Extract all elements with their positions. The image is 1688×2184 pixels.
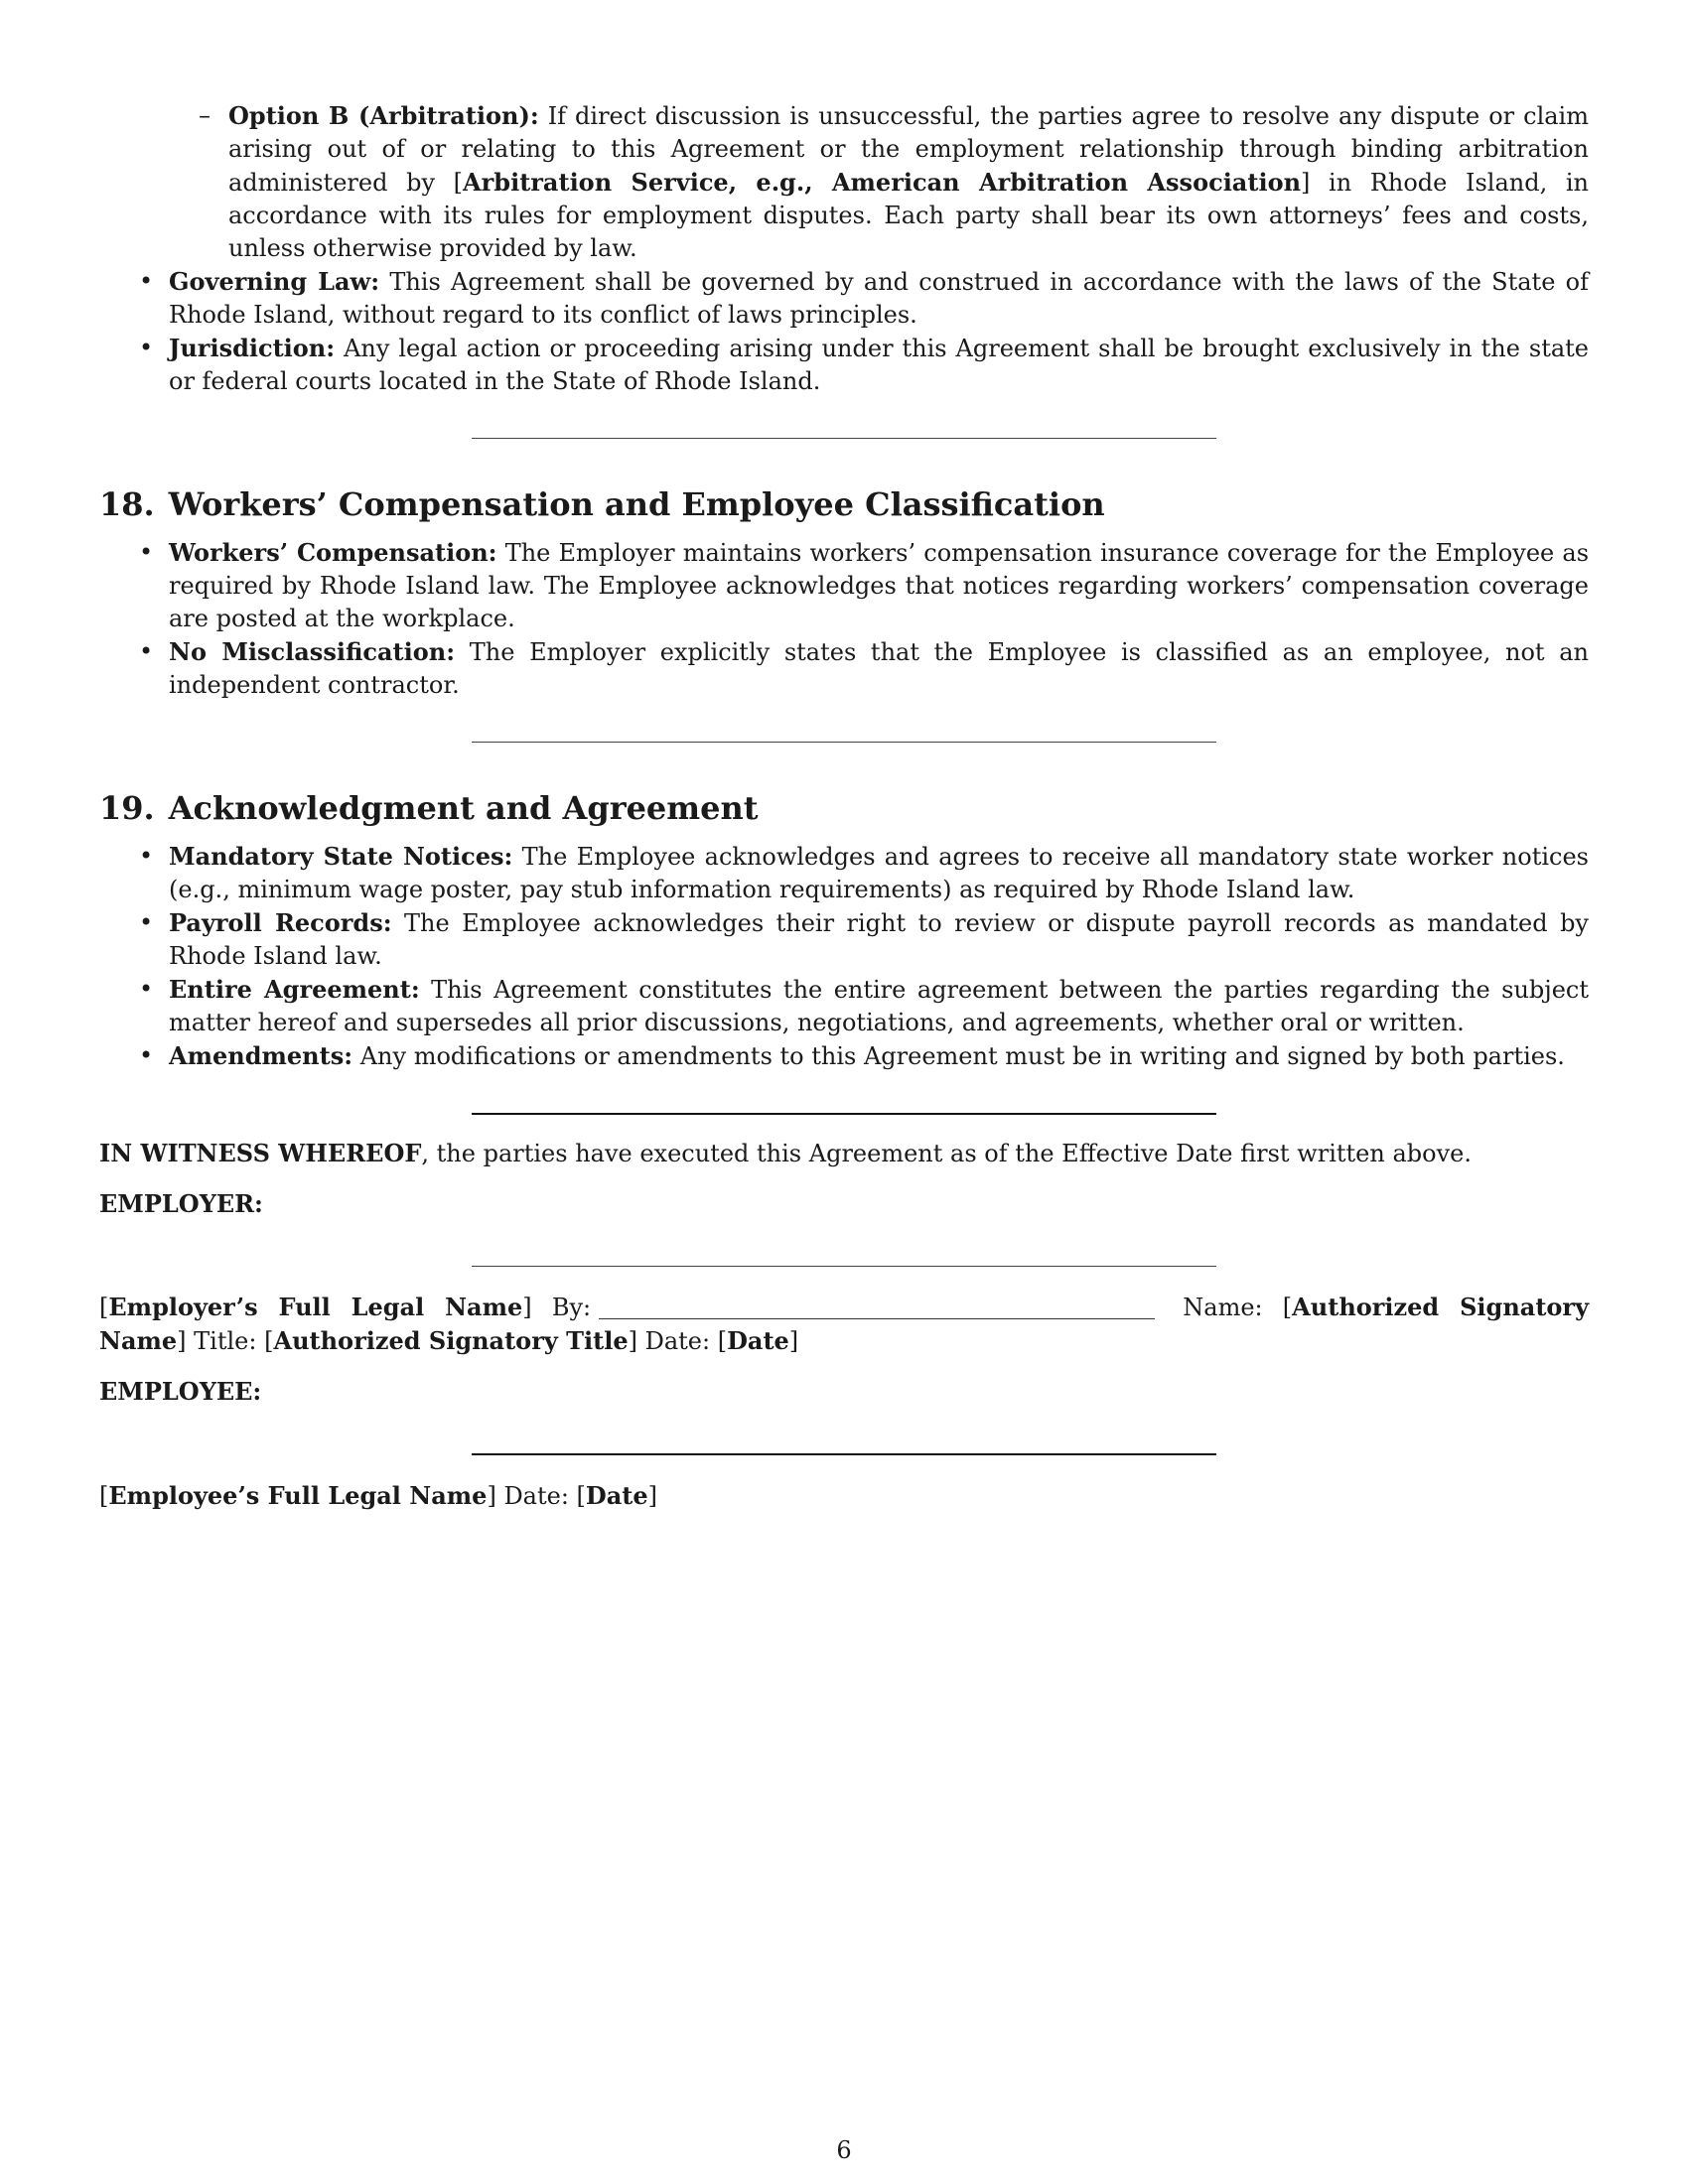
section18-number: 18. [99, 485, 155, 523]
section19-bullets [99, 840, 1589, 1073]
employer-name-placeholder: Employer’s Full Legal Name [108, 1293, 523, 1321]
workers-comp-item [99, 536, 1589, 635]
employer-date-label: Date: [644, 1327, 711, 1355]
jurisdiction-label: Jurisdiction: [169, 334, 336, 362]
payroll-records-item [99, 906, 1589, 973]
employee-date-label: Date: [503, 1482, 569, 1510]
amendments-label: Amendments: [169, 1041, 353, 1070]
witness-text: , the parties have executed this Agreement as of the Effective Date first written above. [421, 1140, 1472, 1167]
employee-heading-text: EMPLOYEE: [99, 1377, 262, 1406]
section19-title: Acknowledgment and Agreement [168, 789, 759, 827]
employer-signature-block: [Employer’s Full Legal Name] By: Name: [Authorized Signatory Name] Title: [Authorized Signatory Title] Date: [Date] [99, 1293, 1590, 1355]
option-b-text-2: ] in Rhode Island, in accordance with its rules for employment disputes. Each party shall bear its own attorneys’ fees and costs, unless otherwise provided by law. [228, 169, 1590, 262]
section18-bullets [99, 536, 1589, 702]
by-label: By: [551, 1294, 592, 1321]
jurisdiction-text: Any legal action or proceeding arising under this Agreement shall be brought exclusively in the state or federal courts located in the State of Rhode Island. [169, 335, 1589, 395]
governing-law-label: Governing Law: [169, 267, 380, 296]
misclassification-item [99, 635, 1589, 702]
workers-comp-text: The Employer maintains workers’ compensation insurance coverage for the Employee as required by Rhode Island law. The Employee acknowledges that notices regarding workers’ compensation coverage are posted at the workplace. [169, 539, 1590, 632]
section19-heading [99, 788, 1589, 828]
document-page [99, 99, 1589, 1513]
misclassification-text: The Employer explicitly states that the Employee is classified as an employee, not an independent contractor. [169, 638, 1589, 699]
employer-heading-text: EMPLOYER: [99, 1189, 263, 1218]
entire-agreement-item [99, 973, 1589, 1039]
payroll-records-label: Payroll Records: [169, 908, 392, 937]
governing-law-item [99, 265, 1589, 332]
employee-date-placeholder: Date [585, 1481, 648, 1510]
section-divider [472, 742, 1216, 743]
employee-heading [99, 1375, 1589, 1409]
section18-title: Workers’ Compensation and Employee Classification [168, 485, 1105, 523]
section-divider [472, 1113, 1216, 1115]
witness-bold: IN WITNESS WHEREOF [99, 1139, 422, 1167]
employer-date-placeholder: Date [727, 1326, 789, 1355]
by-signature-line[interactable] [599, 1295, 1155, 1319]
employer-heading [99, 1187, 1589, 1221]
witness-clause [99, 1137, 1589, 1170]
section18-heading [99, 484, 1589, 524]
signatory-title-placeholder: Authorized Signatory Title [273, 1326, 629, 1355]
state-notices-label: Mandatory State Notices: [169, 842, 513, 871]
section17-bullets [99, 265, 1589, 398]
signatory-name-placeholder: Authorized Signatory Name [99, 1293, 1590, 1355]
jurisdiction-item [99, 332, 1589, 398]
entire-agreement-text: This Agreement constitutes the entire agreement between the parties regarding the subject matter hereof and supersedes all prior discussions, negotiations, and agreements, whether oral or written. [169, 976, 1589, 1036]
section19-number: 19. [99, 789, 155, 827]
signature-line [472, 1453, 1216, 1455]
name-label: Name: [1183, 1294, 1263, 1321]
page-number: 6 [836, 2136, 852, 2164]
amendments-item [99, 1039, 1589, 1073]
option-b-text-1: If direct discussion is unsuccessful, the parties agree to resolve any dispute or claim arising out of or relating to this Agreement or the employment relationship through binding arbitration administered by [ [228, 102, 1589, 197]
employee-signature-block: [Employee’s Full Legal Name] Date: [Date] [99, 1481, 658, 1510]
signature-line [472, 1266, 1216, 1267]
dash-marker: – [199, 101, 211, 129]
workers-comp-label: Workers’ Compensation: [169, 538, 497, 567]
governing-law-text: This Agreement shall be governed by and construed in accordance with the laws of the State of Rhode Island, without regard to its conflict of laws principles. [169, 268, 1589, 329]
title-label: Title: [194, 1327, 257, 1355]
option-b-label: Option B (Arbitration): [228, 101, 539, 130]
section-divider [472, 438, 1216, 439]
amendments-text: Any modifications or amendments to this Agreement must be in writing and signed by both parties. [352, 1042, 1565, 1070]
state-notices-text: The Employee acknowledges and agrees to receive all mandatory state worker notices (e.g., minimum wage poster, pay stub information requirements) as required by Rhode Island law. [169, 843, 1589, 903]
misclassification-label: No Misclassification: [169, 637, 456, 666]
option-b-item [99, 99, 1589, 265]
employee-name-placeholder: Employee’s Full Legal Name [108, 1481, 488, 1510]
payroll-records-text: The Employee acknowledges their right to review or dispute payroll records as mandated by Rhode Island law. [169, 909, 1589, 970]
arbitration-service-placeholder: Arbitration Service, e.g., American Arbitration Association [463, 168, 1302, 197]
entire-agreement-label: Entire Agreement: [169, 975, 420, 1004]
state-notices-item [99, 840, 1589, 906]
